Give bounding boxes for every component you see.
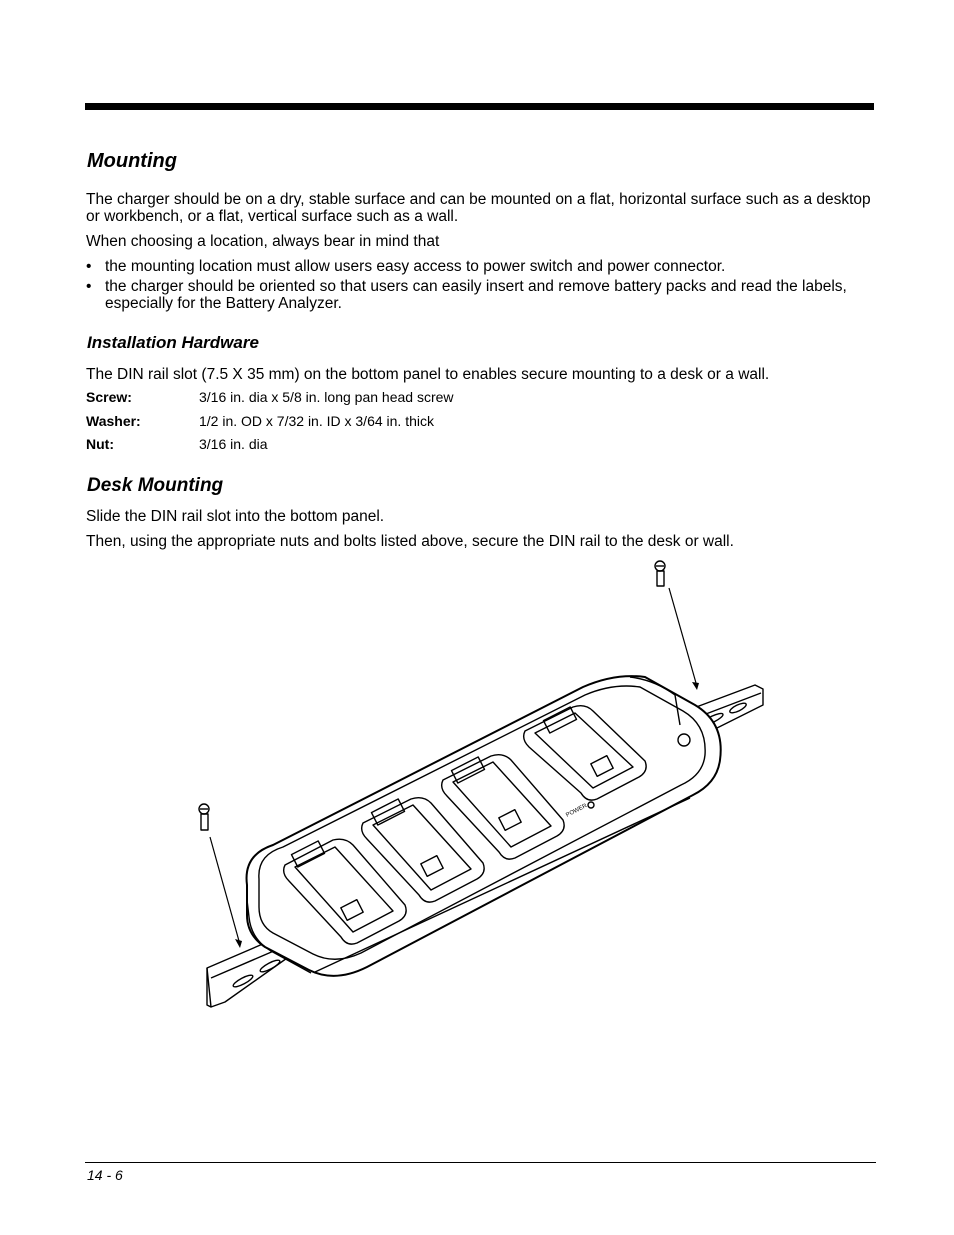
intro-paragraph: The charger should be on a dry, stable surface and can be mounted on a flat, horizontal surface such as a desktop or workbench, or a flat, vertical surface such as a wall. xyxy=(86,191,871,225)
power-label: POWER xyxy=(565,803,589,819)
location-intro: When choosing a location, always bear in mind that xyxy=(86,233,440,250)
bullet-text: the charger should be oriented so that users can easily insert and remove battery packs and read the labels, especially for the Battery Analyzer. xyxy=(105,278,847,312)
bullet-marker: • xyxy=(86,258,92,275)
top-rule xyxy=(85,103,874,110)
desk-step-1: Slide the DIN rail slot into the bottom panel. xyxy=(86,508,385,525)
hardware-label: Washer: xyxy=(86,413,141,429)
hardware-description: The DIN rail slot (7.5 X 35 mm) on the bottom panel to enables secure mounting to a desk or a wall. xyxy=(86,366,770,383)
hardware-value: 3/16 in. dia x 5/8 in. long pan head screw xyxy=(199,389,454,405)
hardware-label: Screw: xyxy=(86,389,132,405)
installation-hardware-heading: Installation Hardware xyxy=(87,333,259,352)
screw-icon xyxy=(199,804,242,948)
footer-rule xyxy=(85,1162,876,1163)
charger-din-rail-illustration xyxy=(185,555,775,1020)
hardware-value: 3/16 in. dia xyxy=(199,436,268,452)
page-number: 14 - 6 xyxy=(87,1167,123,1183)
hardware-value: 1/2 in. OD x 7/32 in. ID x 3/64 in. thick xyxy=(199,413,434,429)
hardware-label: Nut: xyxy=(86,436,114,452)
bullet-text: the mounting location must allow users easy access to power switch and power connector. xyxy=(105,258,726,275)
screw-icon xyxy=(655,561,699,690)
section-title: Mounting xyxy=(87,150,177,172)
bullet-marker: • xyxy=(86,278,92,295)
desk-step-2: Then, using the appropriate nuts and bolts listed above, secure the DIN rail to the desk or wall. xyxy=(86,533,734,550)
desk-mounting-heading: Desk Mounting xyxy=(87,475,224,496)
